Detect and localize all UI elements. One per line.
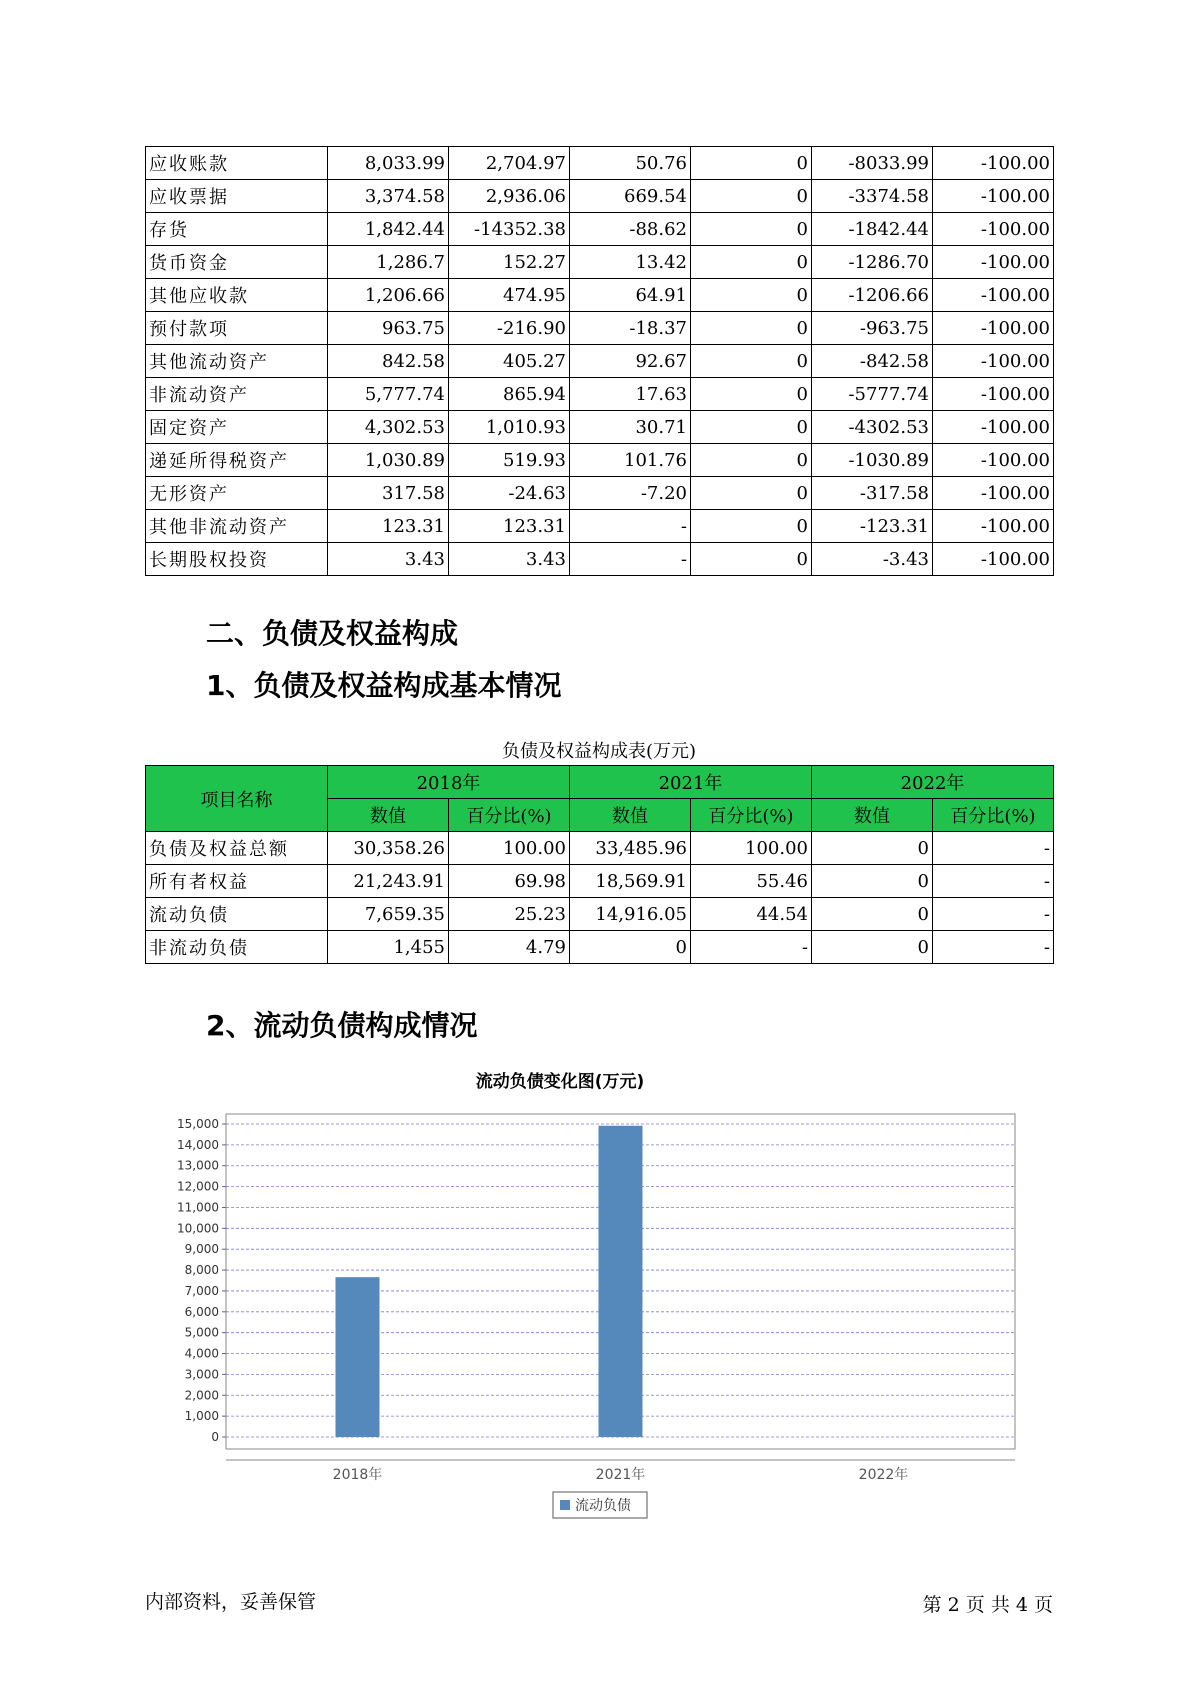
x-tick-label: 2021年 (595, 1467, 646, 1483)
y-tick-label: 15,000 (177, 1117, 219, 1131)
table-cell: -216.90 (449, 312, 570, 345)
y-tick-label: 0 (211, 1430, 219, 1444)
table-cell: 474.95 (449, 279, 570, 312)
table-cell: -100.00 (933, 279, 1054, 312)
row-label: 非流动资产 (146, 378, 328, 411)
table-cell: 842.58 (328, 345, 449, 378)
year-header: 2022年 (812, 766, 1054, 799)
table-cell: 100.00 (691, 832, 812, 865)
table-row (146, 931, 1054, 964)
legend-label: 流动负债 (575, 1498, 631, 1514)
table-row (146, 345, 1054, 378)
table-cell: 17.63 (570, 378, 691, 411)
x-tick-label: 2018年 (332, 1467, 383, 1483)
row-label: 存货 (146, 213, 328, 246)
table-cell: 92.67 (570, 345, 691, 378)
table-cell: -963.75 (812, 312, 933, 345)
table-cell: -1286.70 (812, 246, 933, 279)
table-cell: 30,358.26 (328, 832, 449, 865)
table-cell: -100.00 (933, 477, 1054, 510)
table-cell: -100.00 (933, 246, 1054, 279)
table-row (146, 477, 1054, 510)
table-cell: -18.37 (570, 312, 691, 345)
table-cell: -100.00 (933, 180, 1054, 213)
table-cell: - (933, 832, 1054, 865)
table-cell: 669.54 (570, 180, 691, 213)
row-label: 递延所得税资产 (146, 444, 328, 477)
table-cell: -1030.89 (812, 444, 933, 477)
table-cell: 0 (691, 147, 812, 180)
table-row (146, 832, 1054, 865)
table-row (146, 378, 1054, 411)
header-row (146, 766, 1054, 799)
page-number: 第 2 页 共 4 页 (922, 1594, 1053, 1616)
table-cell: 405.27 (449, 345, 570, 378)
table-cell: 3.43 (449, 543, 570, 576)
asset-change-table (145, 146, 1054, 576)
y-tick-label: 12,000 (177, 1179, 219, 1194)
table-cell: 123.31 (328, 510, 449, 543)
table-cell: 33,485.96 (570, 832, 691, 865)
row-label: 预付款项 (146, 312, 328, 345)
percent-header: 百分比(%) (449, 799, 570, 832)
table-row (146, 180, 1054, 213)
row-label: 应收账款 (146, 147, 328, 180)
table-caption: 负债及权益构成表(万元) (501, 741, 697, 762)
table-row (146, 898, 1054, 931)
row-label: 其他流动资产 (146, 345, 328, 378)
row-label: 负债及权益总额 (146, 832, 328, 865)
table-cell: 0 (691, 411, 812, 444)
table-cell: -100.00 (933, 312, 1054, 345)
year-header: 2018年 (328, 766, 570, 799)
table-row (146, 543, 1054, 576)
y-tick-label: 4,000 (184, 1346, 219, 1361)
y-tick-label: 3,000 (184, 1367, 219, 1382)
row-label: 非流动负债 (146, 931, 328, 964)
y-tick-label: 9,000 (184, 1242, 219, 1257)
table-cell: 3.43 (328, 543, 449, 576)
table-cell: 55.46 (691, 865, 812, 898)
table-cell: 4,302.53 (328, 411, 449, 444)
table-cell: 519.93 (449, 444, 570, 477)
table-row (146, 312, 1054, 345)
table-cell: 0 (691, 378, 812, 411)
table-row (146, 279, 1054, 312)
table-cell: 1,842.44 (328, 213, 449, 246)
subsection-heading: 1、负债及权益构成基本情况 (206, 669, 562, 702)
table-cell: -8033.99 (812, 147, 933, 180)
table-cell: -100.00 (933, 345, 1054, 378)
item-name-header: 项目名称 (146, 766, 328, 832)
table-cell: 0 (691, 180, 812, 213)
table-cell: 18,569.91 (570, 865, 691, 898)
table-cell: 0 (691, 477, 812, 510)
table-cell: - (933, 931, 1054, 964)
table-cell: -317.58 (812, 477, 933, 510)
y-tick-label: 2,000 (184, 1388, 219, 1403)
table-cell: -100.00 (933, 543, 1054, 576)
row-label: 固定资产 (146, 411, 328, 444)
table-cell: 0 (691, 213, 812, 246)
row-label: 所有者权益 (146, 865, 328, 898)
x-tick-label: 2022年 (858, 1467, 909, 1483)
percent-header: 百分比(%) (933, 799, 1054, 832)
table-cell: -88.62 (570, 213, 691, 246)
table-cell: 25.23 (449, 898, 570, 931)
table-cell: 8,033.99 (328, 147, 449, 180)
bar-2021年 (599, 1126, 643, 1437)
table-cell: 0 (812, 931, 933, 964)
table-cell: -1206.66 (812, 279, 933, 312)
percent-header: 百分比(%) (691, 799, 812, 832)
table-row (146, 147, 1054, 180)
y-tick-label: 11,000 (177, 1200, 219, 1215)
value-header: 数值 (328, 799, 449, 832)
y-tick-label: 8,000 (184, 1263, 219, 1278)
table-cell: 0 (812, 832, 933, 865)
table-cell: 152.27 (449, 246, 570, 279)
subsection-heading: 2、流动负债构成情况 (206, 1009, 478, 1042)
value-header: 数值 (570, 799, 691, 832)
table-row (146, 444, 1054, 477)
table-cell: -4302.53 (812, 411, 933, 444)
table-cell: -14352.38 (449, 213, 570, 246)
table-row (146, 411, 1054, 444)
table-cell: -842.58 (812, 345, 933, 378)
table-cell: 1,286.7 (328, 246, 449, 279)
table-cell: - (570, 543, 691, 576)
table-cell: 865.94 (449, 378, 570, 411)
table-row (146, 510, 1054, 543)
row-label: 无形资产 (146, 477, 328, 510)
table-cell: 2,936.06 (449, 180, 570, 213)
table-cell: -100.00 (933, 444, 1054, 477)
table-cell: -100.00 (933, 378, 1054, 411)
y-tick-label: 14,000 (177, 1137, 219, 1152)
table-cell: -3.43 (812, 543, 933, 576)
y-tick-label: 6,000 (184, 1304, 219, 1319)
chart-legend (553, 1492, 647, 1518)
table-cell: 30.71 (570, 411, 691, 444)
table-cell: 44.54 (691, 898, 812, 931)
legend-swatch (560, 1500, 570, 1510)
table-cell: 0 (691, 246, 812, 279)
y-tick-label: 5,000 (184, 1325, 219, 1340)
table-cell: 3,374.58 (328, 180, 449, 213)
table-cell: 317.58 (328, 477, 449, 510)
row-label: 其他应收款 (146, 279, 328, 312)
table-cell: 1,206.66 (328, 279, 449, 312)
table-cell: 1,455 (328, 931, 449, 964)
current-liabilities-chart (145, 1062, 1055, 1532)
table-cell: - (691, 931, 812, 964)
y-tick-label: 7,000 (184, 1283, 219, 1298)
table-cell: -100.00 (933, 213, 1054, 246)
table-cell: 0 (691, 543, 812, 576)
table-cell: 0 (691, 510, 812, 543)
table-cell: -100.00 (933, 411, 1054, 444)
bar-2018年 (336, 1277, 380, 1437)
y-tick-label: 10,000 (177, 1221, 219, 1236)
liability-equity-table (145, 765, 1054, 964)
table-cell: -7.20 (570, 477, 691, 510)
table-cell: 2,704.97 (449, 147, 570, 180)
table-cell: 21,243.91 (328, 865, 449, 898)
table-cell: - (933, 865, 1054, 898)
year-header: 2021年 (570, 766, 812, 799)
value-header: 数值 (812, 799, 933, 832)
table-cell: 0 (812, 898, 933, 931)
row-label: 长期股权投资 (146, 543, 328, 576)
row-label: 其他非流动资产 (146, 510, 328, 543)
table-cell: 50.76 (570, 147, 691, 180)
section-heading: 二、负债及权益构成 (206, 617, 459, 650)
table-cell: -24.63 (449, 477, 570, 510)
y-tick-label: 13,000 (177, 1158, 219, 1173)
footer-confidential-note: 内部资料，妥善保管 (145, 1591, 317, 1613)
table-cell: 1,010.93 (449, 411, 570, 444)
table-cell: 64.91 (570, 279, 691, 312)
table-cell: 0 (691, 279, 812, 312)
table-cell: 0 (812, 865, 933, 898)
table-cell: -100.00 (933, 510, 1054, 543)
table-cell: - (570, 510, 691, 543)
y-tick-label: 1,000 (184, 1409, 219, 1424)
table-cell: 13.42 (570, 246, 691, 279)
table-cell: 0 (691, 312, 812, 345)
table-cell: 5,777.74 (328, 378, 449, 411)
table-cell: 7,659.35 (328, 898, 449, 931)
row-label: 应收票据 (146, 180, 328, 213)
table-cell: 1,030.89 (328, 444, 449, 477)
table-cell: 4.79 (449, 931, 570, 964)
row-label: 流动负债 (146, 898, 328, 931)
table-cell: 963.75 (328, 312, 449, 345)
table-row (146, 213, 1054, 246)
table-cell: 0 (691, 345, 812, 378)
table-cell: -123.31 (812, 510, 933, 543)
table-cell: 0 (570, 931, 691, 964)
table-row (146, 246, 1054, 279)
table-cell: -5777.74 (812, 378, 933, 411)
table-cell: 123.31 (449, 510, 570, 543)
table-cell: 101.76 (570, 444, 691, 477)
chart-title: 流动负债变化图(万元) (475, 1072, 645, 1092)
table-cell: 0 (691, 444, 812, 477)
row-label: 货币资金 (146, 246, 328, 279)
table-cell: 14,916.05 (570, 898, 691, 931)
table-cell: -1842.44 (812, 213, 933, 246)
table-cell: 100.00 (449, 832, 570, 865)
table-cell: 69.98 (449, 865, 570, 898)
table-cell: -100.00 (933, 147, 1054, 180)
table-cell: -3374.58 (812, 180, 933, 213)
table-cell: - (933, 898, 1054, 931)
table-row (146, 865, 1054, 898)
